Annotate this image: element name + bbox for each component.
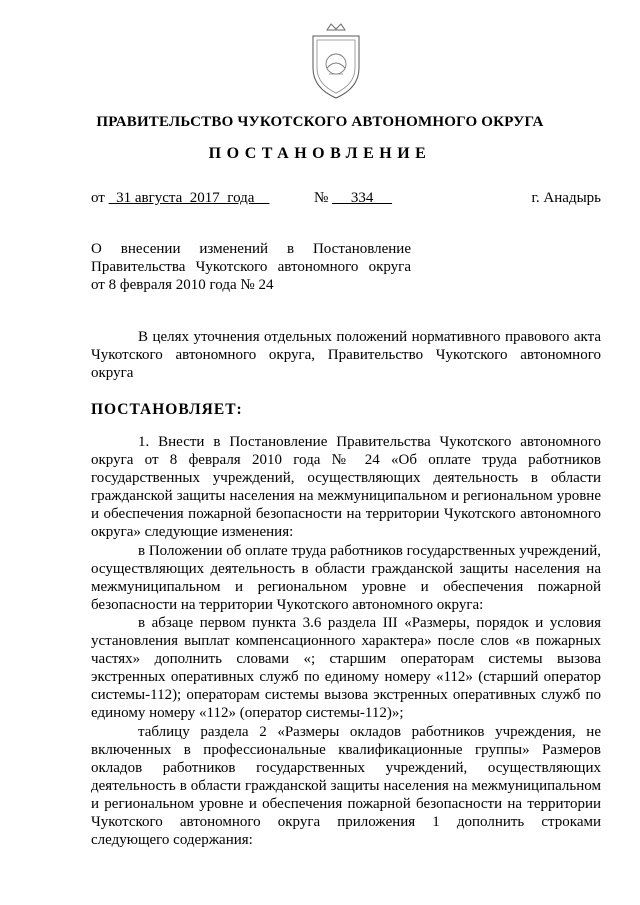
preamble [91,328,601,382]
document-number [314,190,392,207]
number-prefix: № [314,190,329,206]
document-type-heading: ПОСТАНОВЛЕНИЕ [208,145,432,162]
decree-word: ПОСТАНОВЛЯЕТ: [91,401,243,418]
subject-line-2: Правительства Чукотского автономного округа [91,259,411,275]
paragraph-1: 1. Внести в Постановление Правительства Чукотского автономного округа от 8 февраля 2010 года № 24 «Об оплате труда работников государственных учреждений, осуществляющих деятельность в области гражданской защиты населения на межмуниципальном и региональном уровне и обеспечения пожарной безопасности на территории Чукотского автономного округа» следующие изменения: [91,434,601,541]
document-date [91,190,269,207]
number-value: 334 [332,190,393,206]
document-city: г. Анадырь [531,190,601,206]
coat-of-arms-emblem [305,22,367,102]
date-prefix: от [91,190,105,206]
document-subject [91,240,411,294]
paragraph-4: таблицу раздела 2 «Размеры окладов работников учреждения, не включенных в профессиональные квалификационные группы» Размеров окладов работников государственных учреждений, осуществляющих деятельность в области гражданской защиты населения на межмуниципальном и региональном уровне и обеспечения пожарной безопасности на территории Чукотского автономного округа приложения 1 дополнить строками следующего содержания: [91,723,601,849]
document-body [91,433,601,849]
paragraph-2: в Положении об оплате труда работников государственных учреждений, осуществляющих деятельность в области гражданской защиты населения на межмуниципальном и региональном уровне и обеспечения пожарной безопасности на территории Чукотского автономного округа: [91,542,601,613]
preamble-text: В целях уточнения отдельных положений нормативного правового акта Чукотского автономного округа, Правительство Чукотского автономного округа [91,329,601,382]
subject-line-3: от 8 февраля 2010 года № 24 [91,277,274,293]
subject-line-1: О внесении изменений в Постановление [91,241,411,257]
date-value: 31 августа 2017 года [108,190,270,206]
government-title: ПРАВИТЕЛЬСТВО ЧУКОТСКОГО АВТОНОМНОГО ОКРУГА [96,114,544,130]
paragraph-3: в абзаце первом пункта 3.6 раздела III «Размеры, порядок и условия установления выплат компенсационного характера» после слов «в пожарных частях» дополнить словами «; старшим операторам системы вызова экстренных оперативных служб по единому номеру «112» (старший оператор системы-112); операторам системы вызова экстренных оперативных служб по единому номеру «112» (оператор системы-112)»; [91,614,601,722]
